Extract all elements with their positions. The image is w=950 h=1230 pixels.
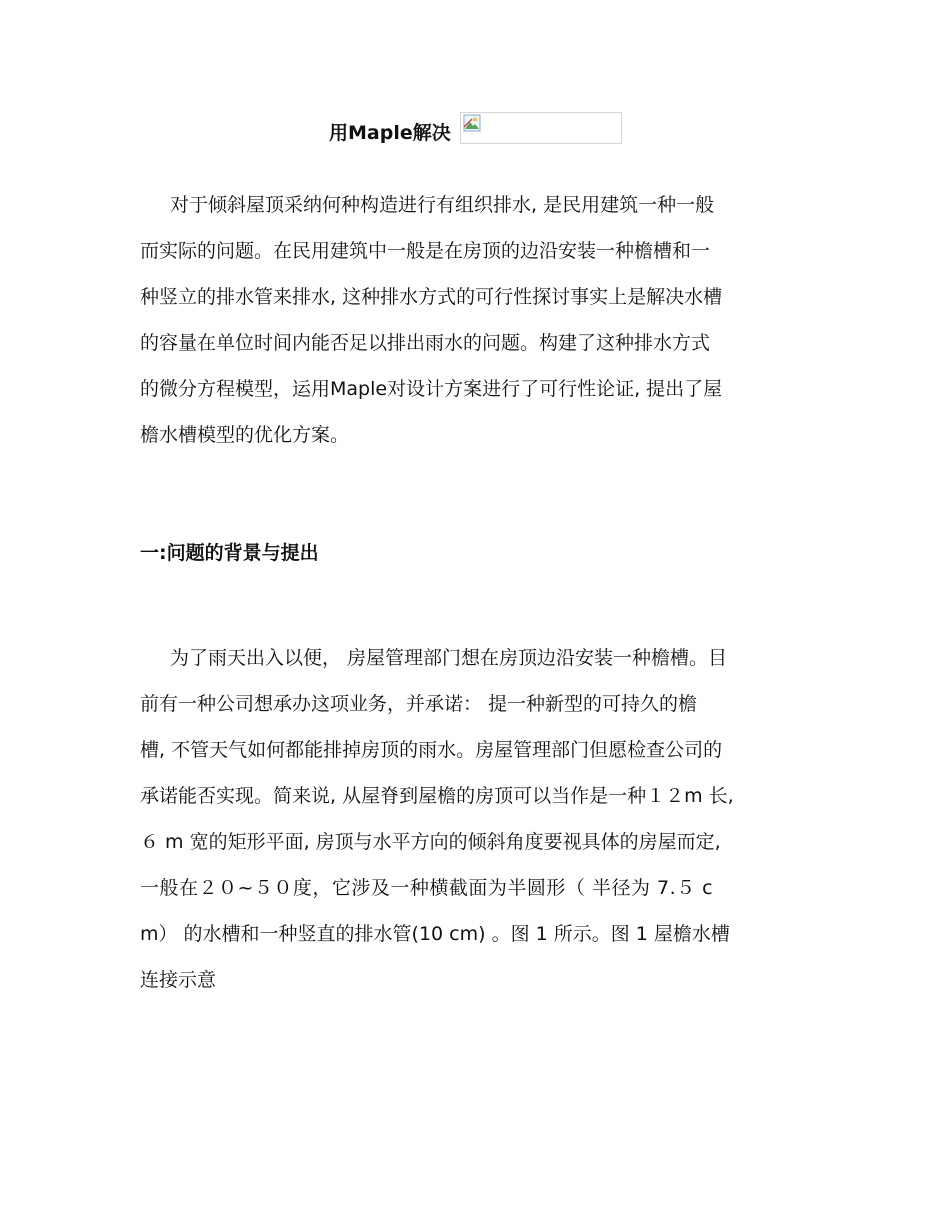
section-line-5: ６ m 宽的矩形平面, 房顶与水平方向的倾斜角度要视具体的房屋而定, (140, 831, 721, 853)
title-image-placeholder (460, 112, 622, 144)
document-title-row (0, 112, 950, 146)
section-line-1: 为了雨天出入以便， 房屋管理部门想在房顶边沿安装一种檐槽。目 (170, 647, 728, 669)
section-line-7: m） 的水槽和一种竖直的排水管(10 cm) 。图 1 所示。图 1 屋檐水槽 (140, 923, 730, 945)
intro-line-3: 种竖立的排水管来排水, 这种排水方式的可行性探讨事实上是解决水槽 (140, 286, 723, 308)
section-line-2: 前有一种公司想承办这项业务，并承诺： 提一种新型的可持久的檐 (140, 693, 698, 715)
section-heading: 一:问题的背景与提出 (140, 542, 319, 564)
intro-paragraph (140, 182, 820, 458)
section-line-4: 承诺能否实现。简来说, 从屋脊到屋檐的房顶可以当作是一种１２m 长, (140, 785, 734, 807)
broken-image-icon (463, 114, 481, 132)
intro-line-1: 对于倾斜屋顶采纳何种构造进行有组织排水, 是民用建筑一种一般 (170, 194, 715, 216)
intro-line-6: 檐水槽模型的优化方案。 (140, 424, 350, 446)
intro-line-2: 而实际的问题。在民用建筑中一般是在房顶的边沿安装一种檐槽和一 (140, 240, 711, 262)
section-line-8: 连接示意 (140, 969, 217, 991)
intro-line-4: 的容量在单位时间内能否足以排出雨水的问题。构建了这种排水方式 (140, 332, 711, 354)
section-paragraph (140, 635, 820, 1003)
section-line-6: 一般在２０~５０度，它涉及一种横截面为半圆形（ 半径为 7.５ c (140, 877, 714, 899)
intro-line-5: 的微分方程模型，运用Maple对设计方案进行了可行性论证, 提出了屋 (140, 378, 723, 400)
section-line-3: 槽, 不管天气如何都能排掉房顶的雨水。房屋管理部门但愿检查公司的 (140, 739, 723, 761)
document-title: 用Maple解决 (329, 122, 451, 144)
